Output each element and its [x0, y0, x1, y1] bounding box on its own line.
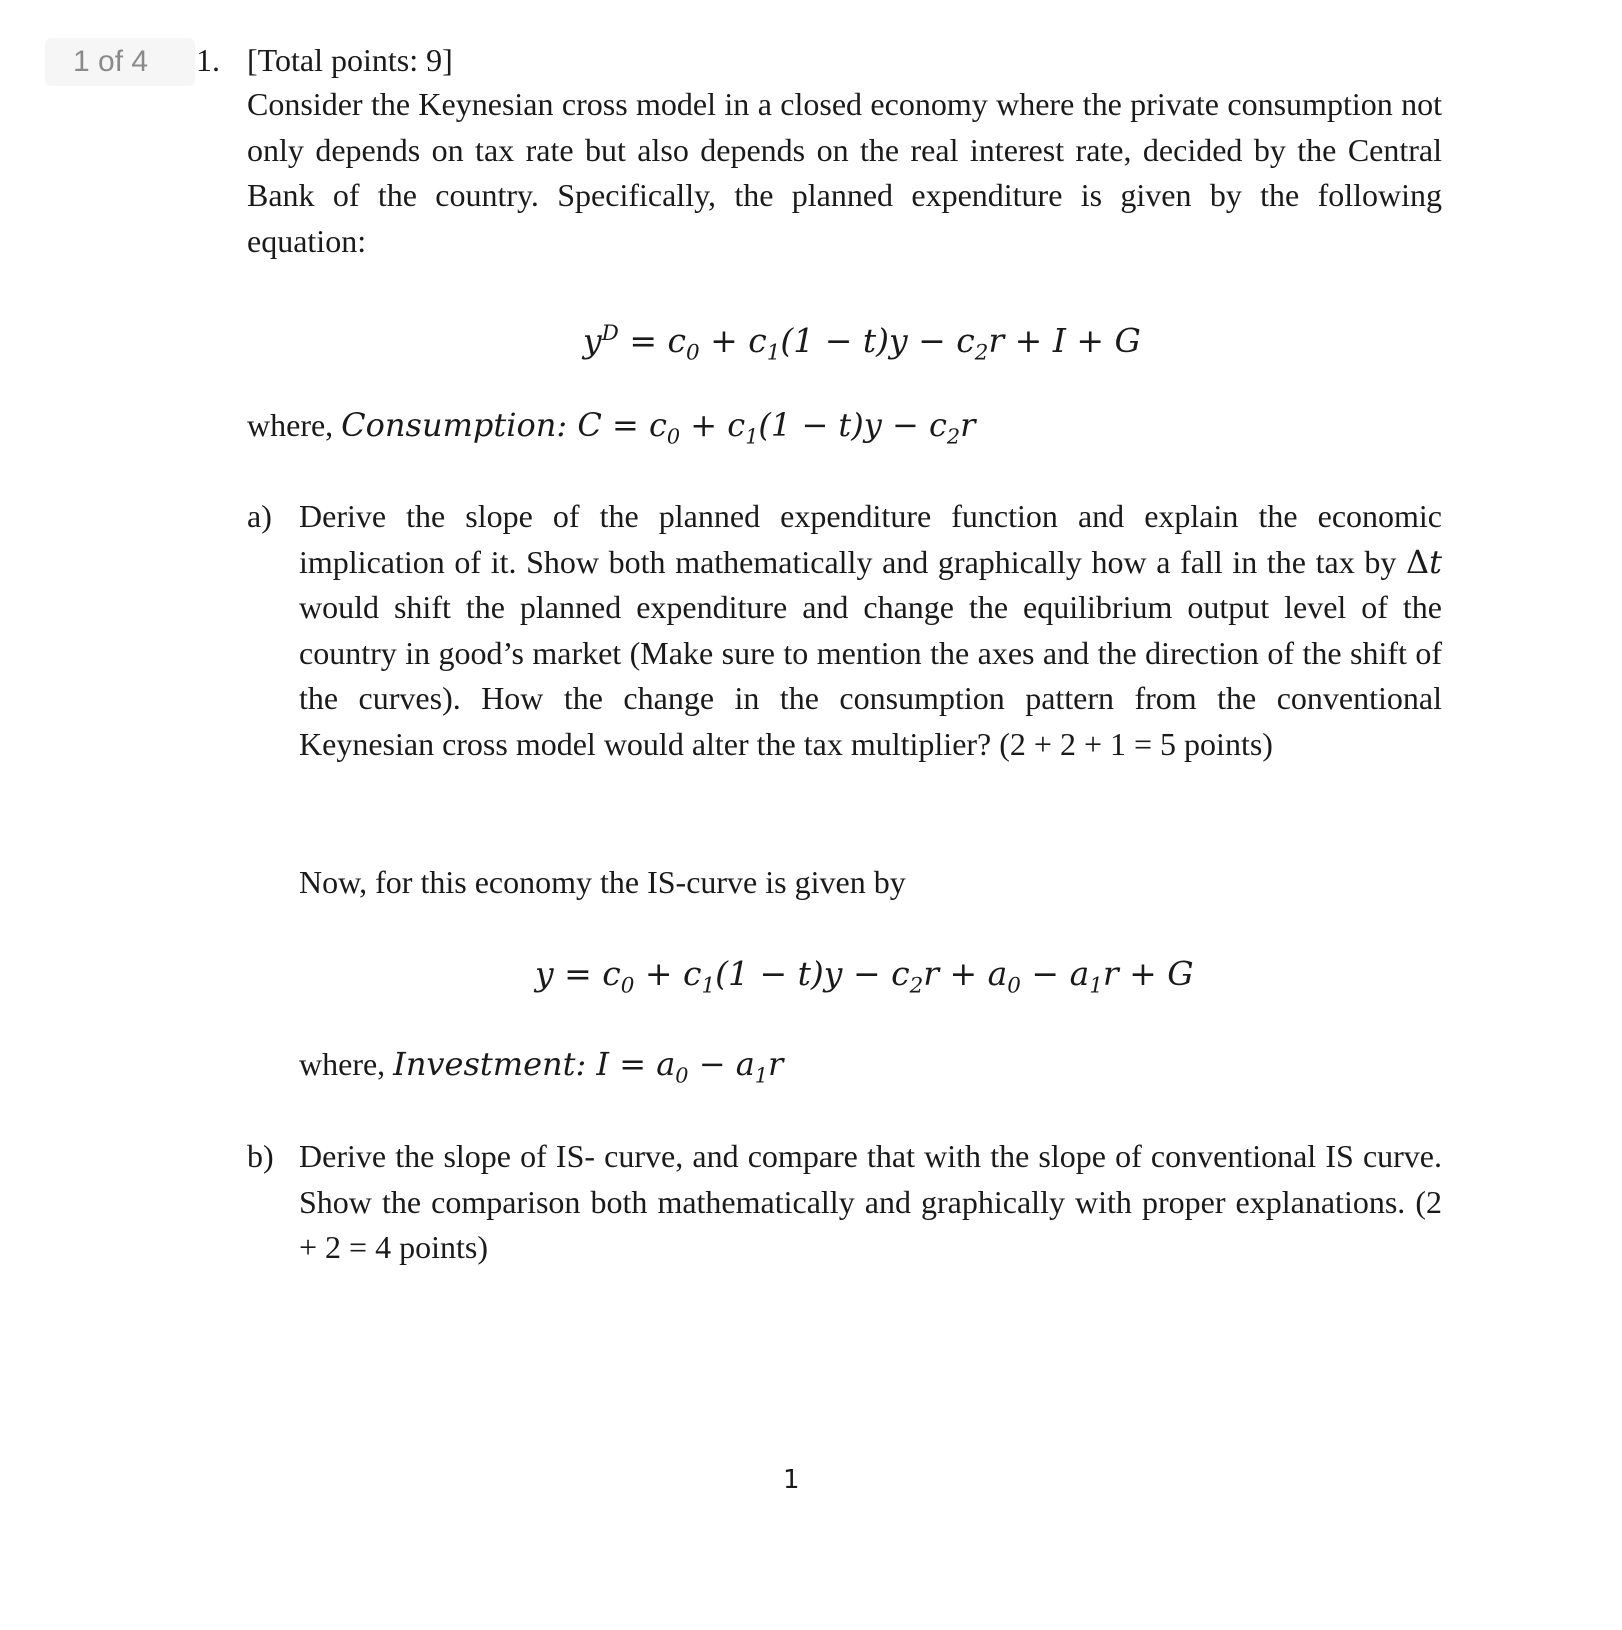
planned-expenditure-equation: $y^D = c_0 + c_1(1 - t)y - c_2r + I + G$ — [583, 321, 1141, 366]
part-b-text: Derive the slope of IS- curve, and compare that with the slope of conventional IS curve. Show the comparison both mathematically and graphically with proper explanations. (2 + 2 = 4 points) — [299, 1138, 1442, 1265]
investment-definition: where, Investment: $I = a_0 - a_1r$ — [299, 1045, 784, 1088]
is-curve-intro: Now, for this economy the IS-curve is given by — [299, 864, 906, 900]
consumption-definition: where, Consumption: $C = c_0 + c_1(1 - t)y - c_2r$ — [247, 406, 976, 449]
question-intro: Consider the Keynesian cross model in a closed economy where the private consumption not only depends on tax rate but also depends on the real interest rate, decided by the Central Bank of the country. Specifically, the planned expenditure is given by the following equation: — [247, 86, 1442, 259]
part-a-label: a) — [247, 498, 272, 534]
question-number: 1. — [196, 42, 220, 78]
question-header: [Total points: 9] — [247, 42, 453, 78]
page-indicator: 1 of 4 — [45, 38, 195, 86]
page-number: 1 — [783, 1465, 800, 1495]
part-b-label: b) — [247, 1138, 274, 1174]
part-a-text: Derive the slope of the planned expenditure function and explain the economic implication of it. Show both mathematically and graphically how a fall in the tax by Δt would shift the planned expenditure and change the equilibrium output level of the country in good’s market (Make sure to mention the axes and the direction of the shift of the curves). How the change in the consumption pattern from the conventional Keynesian cross model would alter the tax multiplier? (2 + 2 + 1 = 5 points) — [299, 498, 1442, 762]
is-curve-equation: $y = c_0 + c_1(1 - t)y - c_2r + a_0 - a_1r + G$ — [535, 954, 1194, 999]
